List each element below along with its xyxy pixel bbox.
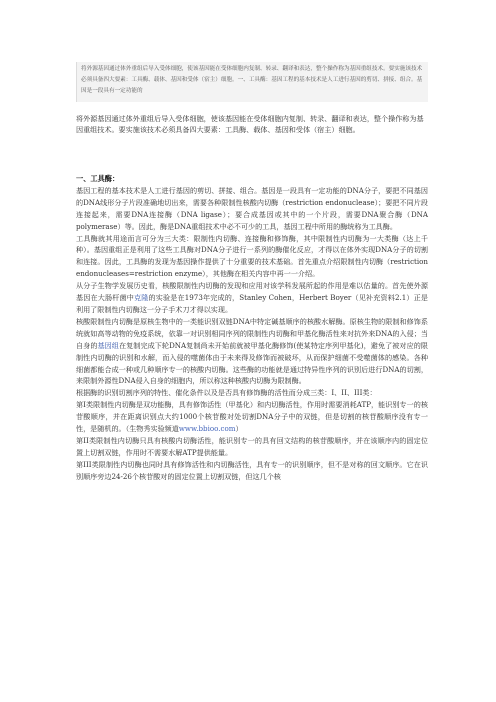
paragraph-6 — [76, 399, 428, 435]
paragraph-4-part-b: 在复制完成下轮DNA复制尚未开始前就被甲基化酶修饰(使某特定序列甲基化)，避免了被对应的限制性内切酶的识别和水解，而入侵的噬菌体由于未来得及修饰而被破坏，从而保护细菌不受噬菌体的感染。各种细菌都能合成一种或几种顺序专一的核酸内切酶。这些酶的功能就是通过特异性序列的识别后进行DNA的切割，来限制外源性DNA侵入自身的细胞内，所以称这种核酸内切酶为限制酶。 — [76, 340, 429, 386]
clone-link[interactable]: 克隆 — [134, 293, 149, 303]
paragraph-3-part-b: 的实验是在1973年完成的，Stanley Cohen，Herbert Boyer（见补充资料2.1）正是利用了限制性内切酶这一分子手术刀才得以实现。 — [76, 293, 429, 314]
paragraph-3-part-a: 从分子生物学发展历史看，核酸限制性内切酶的发现和应用对该学科发展所起的作用是难以估量的。首先使外源基因在大肠杆菌中 — [76, 281, 428, 303]
summary-box — [76, 62, 428, 102]
paragraph-4-part-a: 核酸限制性内切酶是原核生物中的一类能识别双链DNA中特定碱基顺序的核酸水解酶。原核生物的限制和修饰系统就如高等动物的免疫系统，依靠一对识别相同序列的限制性内切酶和甲基化酶活性来对抗外来DNA的入侵；当自身的 — [76, 316, 428, 350]
genome-link[interactable]: 基因组 — [97, 340, 119, 350]
paragraph-5: 根据酶的识别切割序列的特性、催化条件以及是否具有修饰酶的活性而分成三类：I、II、III类： — [76, 388, 377, 398]
paragraph-3 — [76, 280, 428, 316]
paragraph-6-part-b: ） — [235, 424, 243, 434]
section-heading: 一、工具酶： — [76, 174, 120, 183]
bbioo-link[interactable]: www.bbioo.com — [178, 424, 236, 434]
tool-enzyme-section — [76, 173, 428, 483]
paragraph-8: 第III类限制性内切酶也同时具有修饰活性和内切酶活性，具有专一的识别顺序，但不是对称的回文顺序。它在识别顺序旁边24-26个核苷酸对的固定位置上切割双链，但这几个核 — [76, 459, 428, 481]
paragraph-4 — [76, 316, 428, 387]
intro-paragraph: 将外源基因通过体外重组后导入受体细胞，使该基因能在受体细胞内复制、转录、翻译和表达，整个操作称为基因重组技术。要实施该技术必须具备四大要素：工具酶、载体、基因和受体（宿主）细胞。 — [76, 114, 424, 134]
paragraph-1: 基因工程的基本技术是人工进行基因的剪切、拼接、组合。基因是一段具有一定功能的DNA分子，要把不同基因的DNA线形分子片段准确地切出来，需要各种限制性核酸内切酶（restriction endonuclease）；要把不同片段连接起来，需要DNA连接酶（DNA ligase）；要合成基因或其中的一个片段，需要DNA聚合酶（DNA polymerase）等。因此，酶是DNA重组技术中必不可少的工具，基因工程中所用的酶统称为工具酶。 — [76, 185, 428, 231]
summary-text: 将外源基因通过体外重组后导入受体细胞，使该基因能在受体细胞内复制、转录、翻译和表达，整个操作称为基因重组技术。要实施该技术必须具备四大要素：工具酶、载体、基因和受体（宿主）细胞。一、工具酶：基因工程的基本技术是人工进行基因的剪切、拼接、组合。基因是一段具有一定功能的 — [81, 66, 423, 94]
paragraph-6-part-a: 第I类限制性内切酶是双功能酶，具有修饰活性（甲基化）和内切酶活性，作用时需要消耗ATP，能识别专一的核苷酸顺序，并在距离识别点大约1000个核苷酸对处切割DNA分子中的双链，但是切割的核苷酸顺序没有专一性，是随机的。（生物秀实验频道 — [76, 400, 428, 434]
paragraph-2: 工具酶就其用途而言可分为三大类：限制性内切酶、连接酶和修饰酶，其中限制性内切酶为一大类酶（达上千种）。基因重组正是利用了这些工具酶对DNA分子进行一系列的酶催化反应，才得以在体外实现DNA分子的切割和连接。因此，工具酶的发现为基因操作提供了十分重要的技术基础。首先重点介绍限制性内切酶（restriction endonucleases=restriction enzyme），其他酶在相关内容中再一一介绍。 — [76, 233, 428, 279]
paragraph-7: 第II类限制性内切酶只具有核酸内切酶活性，能识别专一的具有回文结构的核苷酸顺序，并在该顺序内的固定位置上切割双链，作用时不需要水解ATP提供能量。 — [76, 435, 428, 457]
